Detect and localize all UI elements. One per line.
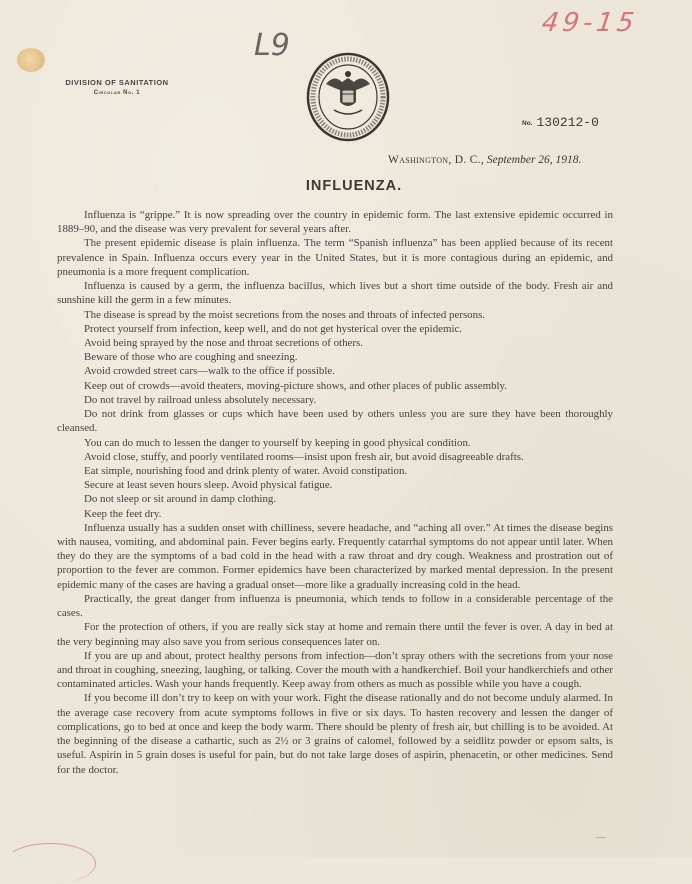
paragraph: Secure at least seven hours sleep. Avoid physical fatigue. xyxy=(84,479,333,492)
paragraph: Influenza is caused by a germ, the influenza bacillus, which lives but a short time outside of the body. Fresh air and sunshine kill the germ in a few minutes. xyxy=(57,280,613,307)
paragraph: The present epidemic disease is plain influenza. The term “Spanish influenza” has been applied because of its recent prevalence in Spain. Influenza occurs every year in the United States, but it is more contagious during an epidemic, and pneumonia is a more frequent complication. xyxy=(57,237,613,278)
paragraph: For the protection of others, if you are really sick stay at home and remain there until the fever is over. A day in bed at the very beginning may also save you from serious consequences later on. xyxy=(57,621,613,648)
paragraph: Practically, the great danger from influenza is pneumonia, which tends to follow in a considerable percentage of the cases. xyxy=(57,592,613,620)
paragraph: Do not sleep or sit around in damp clothing. xyxy=(84,493,277,506)
document-body xyxy=(57,208,613,777)
dateline xyxy=(388,154,581,166)
division-heading: DIVISION OF SANITATION xyxy=(65,78,169,87)
paragraph: Protect yourself from infection, keep well, and do not get hysterical over the epidemic. xyxy=(84,322,463,335)
paragraph: If you are up and about, protect healthy persons from infection—don’t spray others with the secretions from your nose and throat in coughing, sneezing, laughing, or talking. Cover the mouth with a handkerchief. Boil your handkerchiefs and other contaminated articles. Wash your hands frequently. Keep away from others as much as possible while you have a cough. xyxy=(57,649,613,691)
document-number xyxy=(522,115,599,130)
paragraph: The disease is spread by the moist secretions from the noses and throats of infected persons. xyxy=(84,308,486,321)
dateline-place: Washington, D. C., xyxy=(388,154,484,166)
red-stamp-edge xyxy=(4,843,96,884)
paragraph: Avoid being sprayed by the nose and throat secretions of others. xyxy=(84,336,363,349)
paragraph: Beware of those who are coughing and sneezing. xyxy=(84,351,298,364)
handwritten-file-number: 49-15 xyxy=(539,8,640,38)
printer-union-mark: —— xyxy=(596,835,606,841)
document-title: INFLUENZA. xyxy=(305,178,403,194)
navy-seal-icon xyxy=(306,52,390,142)
paragraph: Do not drink from glasses or cups which have been used by others unless you are sure they have been thoroughly cleansed. xyxy=(57,408,613,435)
paragraph: You can do much to lessen the danger to yourself by keeping in good physical condition. xyxy=(84,436,471,449)
paragraph: Keep out of crowds—avoid theaters, moving-picture shows, and other places of public assembly. xyxy=(84,379,508,392)
paragraph: If you become ill don’t try to keep on with your work. Fight the disease rationally and do not become unduly alarmed. In the average case recovery from acute symptoms follows in five or six days. To hasten recovery and lessen the danger of complications, go to bed at once and keep the body warm. There should be plenty of fresh air, but chilling is to be avoided. At the beginning of the disease a cathartic, such as 2½ or 3 grains of calomel, followed by a seidlitz powder or epsom salts, is useful. Aspirin in 5 grain doses is useful for pain, but do not take large doses of aspirin, phenacetin, or other medicines. Send for the doctor. xyxy=(57,692,613,776)
pencil-annotation: L9 xyxy=(254,28,290,63)
document-number-prefix: No. xyxy=(522,120,533,127)
paragraph: Eat simple, nourishing food and drink plenty of water. Avoid constipation. xyxy=(84,464,408,477)
paragraph: Avoid close, stuffy, and poorly ventilated rooms—insist upon fresh air, but avoid disagreeable drafts. xyxy=(84,450,524,463)
paragraph: Influenza is “grippe.” It is now spreading over the country in epidemic form. The last extensive epidemic occurred in 1889–90, and the disease was very prevalent for several years after. xyxy=(57,209,613,236)
circular-number: Circular No. 1 xyxy=(93,90,141,96)
punch-hole-mark xyxy=(17,48,45,72)
paragraph: Influenza usually has a sudden onset with chilliness, severe headache, and “aching all over.” At times the disease begins with nausea, vomiting, and abdominal pain. Fever begins early. Frequently catarrhal symptoms do not appear until later. When they do they are the symptoms of a bad cold in the head with a raw throat and dry cough. Weakness and prostration out of proportion to the fever are common. Former epidemics have been characterized by marked mental depression. In the present epidemic many of the cases are having a gradual onset—more like a gradually increasing cold in the head. xyxy=(57,521,613,591)
dateline-date: September 26, 1918. xyxy=(486,154,582,166)
paragraph: Do not travel by railroad unless absolutely necessary. xyxy=(84,393,317,406)
document-number-value: 130212-0 xyxy=(536,115,599,130)
paragraph: Keep the feet dry. xyxy=(84,507,162,520)
paragraph: Avoid crowded street cars—walk to the office if possible. xyxy=(84,365,335,378)
